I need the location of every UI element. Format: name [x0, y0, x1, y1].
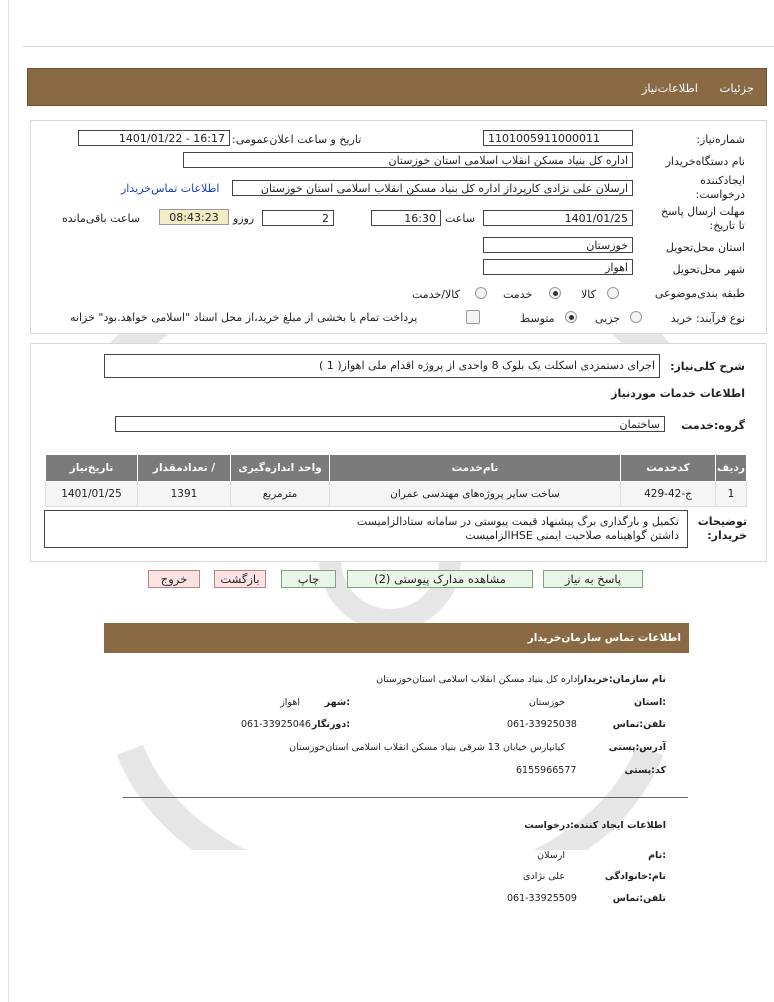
col-unit: واحد اندازه‌گیری [231, 455, 330, 482]
buyer-label: نام دستگاه‌خریدار [665, 155, 745, 168]
cell-quantity: 1391 [138, 482, 231, 507]
tab-details[interactable]: جزئیات [719, 81, 754, 95]
contact-title-bar [104, 623, 689, 653]
col-service-name: نام‌خدمت [330, 455, 621, 482]
contact-title: اطلاعات تماس سازمان‌خریدار [527, 632, 681, 644]
province-label: استان محل‌تحویل [665, 241, 745, 254]
deadline-label: مهلت ارسال پاسخ تا تاریخ: [660, 205, 745, 232]
postal-value: 6155966577 [516, 765, 577, 776]
cell-row: 1 [716, 482, 747, 507]
cell-service-name: ساخت سایر پروژه‌های مهندسی عمران [330, 482, 621, 507]
category-option-service: خدمت [503, 288, 533, 301]
col-row: ردیف [716, 455, 747, 482]
contact-divider [123, 797, 688, 798]
category-radio-goods[interactable] [607, 287, 619, 299]
exit-button[interactable]: خروج [148, 570, 200, 588]
process-label: نوع فرآیند: خرید [670, 312, 745, 325]
category-radio-service[interactable] [549, 287, 561, 299]
creator-name-value: ارسلان [537, 850, 565, 861]
city-label: شهر محل‌تحویل [672, 263, 745, 276]
time-label: ساعت [445, 212, 475, 225]
respond-button[interactable]: پاسخ به نیاز [543, 570, 643, 588]
group-label: گروه:خدمت [681, 419, 745, 432]
creator-name-label: :نام [648, 850, 666, 861]
group-field[interactable]: ساختمان [115, 416, 665, 432]
contact-province-label: :استان [634, 697, 666, 708]
services-table [45, 454, 747, 507]
category-label: طبقه بندی‌موضوعی [654, 287, 745, 300]
description-field[interactable]: اجرای دستمزدی اسکلت یک بلوک 8 واحدی از پروژه اقدام ملی اهواز( 1 ) [104, 354, 660, 378]
contact-city-value: اهواز [280, 697, 300, 708]
services-title: اطلاعات خدمات موردنیاز [611, 387, 745, 400]
col-need-date: تاریخ‌نیاز [46, 455, 138, 482]
description-label: شرح کلی‌نیاز: [670, 360, 745, 373]
deadline-time-field[interactable]: 16:30 [371, 210, 441, 226]
creator-family-label: نام:خانوادگی [604, 871, 666, 882]
creator-title: اطلاعات ایجاد کننده‌:درخواست [524, 820, 666, 831]
payment-checkbox[interactable] [466, 310, 480, 324]
table-row[interactable] [46, 482, 747, 507]
address-value: کیانپارس خیابان 13 شرقی بنیاد مسکن انقلاب اسلامی استان‌خوزستان [289, 742, 565, 753]
deadline-date-field[interactable]: 1401/01/25 [483, 210, 633, 226]
creator-label: ایجادکننده درخواست: [695, 174, 745, 201]
buyer-contact-link[interactable]: اطلاعات تماس‌خریدار [121, 182, 220, 195]
col-quantity: / تعدادمقدار [138, 455, 231, 482]
phone-value: 061-33925038 [507, 719, 577, 730]
top-divider [22, 46, 774, 47]
days-field[interactable]: 2 [262, 210, 334, 226]
tab-need-info[interactable]: اطلاعات‌نیاز [641, 81, 698, 95]
org-value: اداره کل بنیاد مسکن انقلاب اسلامی استان‌خوزستان [376, 674, 580, 685]
back-button[interactable]: بازگشت [214, 570, 266, 588]
province-field[interactable]: خوزستان [483, 237, 633, 253]
process-option-medium: متوسط [520, 312, 555, 325]
creator-family-value: علی نژادی [523, 871, 565, 882]
left-border [8, 0, 9, 1002]
org-label: نام سازمان‌:خریدار [578, 674, 666, 685]
address-label: آدرس:پستی [608, 742, 666, 753]
category-radio-goods-service[interactable] [475, 287, 487, 299]
process-radio-minor[interactable] [630, 311, 642, 323]
creator-phone-value: 061-33925509 [507, 893, 577, 904]
days-label: روزو [233, 212, 255, 225]
attachments-button[interactable]: مشاهده مدارک پیوستی (2) [347, 570, 533, 588]
cell-need-date: 1401/01/25 [46, 482, 138, 507]
notes-box[interactable] [44, 510, 688, 548]
postal-label: کد:پستی [624, 765, 666, 776]
category-option-goods: کالا [581, 288, 596, 301]
table-header-row [46, 455, 747, 482]
fax-label: :دورنگار [311, 719, 350, 730]
cell-unit: مترمربع [231, 482, 330, 507]
fax-value: 061-33925046 [241, 719, 311, 730]
notes-label: توضیحات خریدار: [697, 515, 747, 542]
notes-line-2: داشتن گواهینامه صلاحیت ایمنی HSEالزامیست [465, 529, 679, 542]
remaining-label: ساعت باقی‌مانده [62, 212, 141, 225]
notes-line-1: تکمیل و بارگذاری برگ پیشنهاد قیمت پیوستی در سامانه ستادالزامیست [356, 515, 679, 528]
buyer-field[interactable]: اداره کل بنیاد مسکن انقلاب اسلامی استان خوزستان [183, 152, 633, 168]
announce-field[interactable]: 1401/01/22 - 16:17 [78, 130, 230, 146]
contact-province-value: خوزستان [528, 697, 565, 708]
creator-phone-label: تلفن:تماس [612, 893, 666, 904]
category-option-goods-service: کالا/خدمت [412, 288, 460, 301]
process-option-minor: جزیی [595, 312, 621, 325]
col-service-code: کدخدمت [621, 455, 716, 482]
payment-note: پرداخت تمام یا بخشی از مبلغ خرید،از محل اسناد "اسلامی خواهد.بود" خزانه [70, 311, 418, 324]
city-field[interactable]: اهواز [483, 259, 633, 275]
need-number-label: شماره‌نیاز: [696, 133, 745, 146]
page-header [27, 68, 767, 106]
remaining-timer: 08:43:23 [159, 209, 229, 225]
process-radio-medium[interactable] [565, 311, 577, 323]
announce-label: تاریخ و ساعت اعلان‌عمومی: [232, 133, 362, 146]
need-number-field[interactable]: 1101005911000011 [483, 130, 633, 146]
creator-field[interactable]: ارسلان علی نژادی کارپرداز اداره کل بنیاد مسکن انقلاب اسلامی استان خوزستان [232, 180, 633, 196]
cell-service-code: ج-42-429 [621, 482, 716, 507]
print-button[interactable]: چاپ [281, 570, 336, 588]
contact-city-label: :شهر [324, 697, 350, 708]
phone-label: تلفن:تماس [612, 719, 666, 730]
